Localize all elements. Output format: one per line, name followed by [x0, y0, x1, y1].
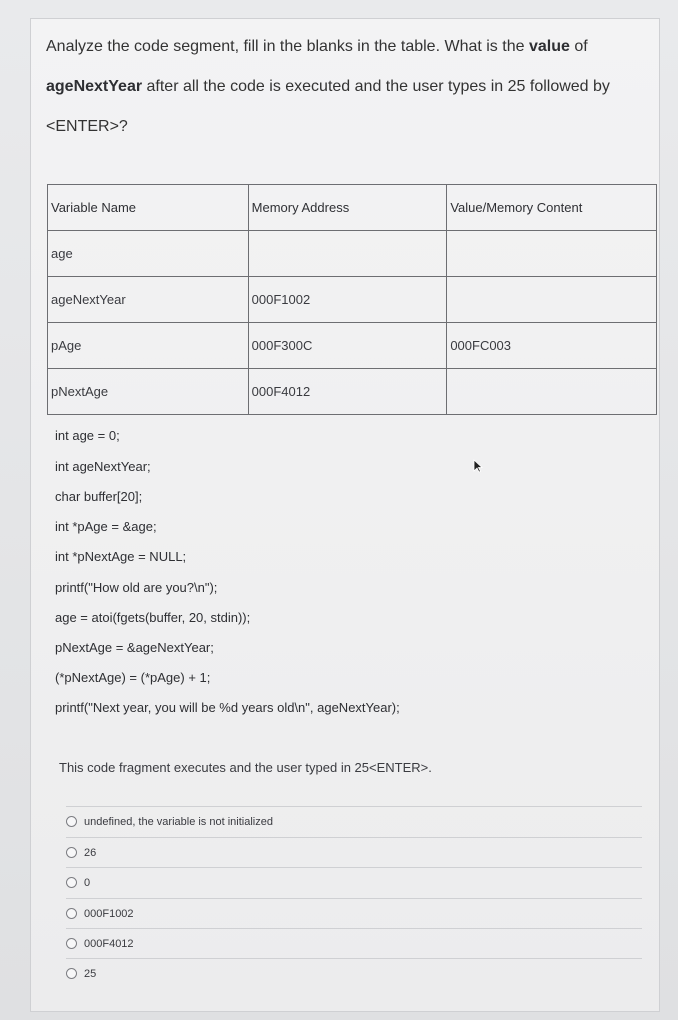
cell-value: [447, 369, 657, 415]
mouse-cursor-icon: [473, 459, 483, 473]
answer-option[interactable]: [66, 928, 642, 958]
answer-option[interactable]: [66, 958, 642, 988]
code-line: char buffer[20];: [55, 489, 143, 504]
radio-button[interactable]: [66, 968, 77, 979]
radio-button[interactable]: [66, 908, 77, 919]
question-text-end: of: [574, 38, 588, 55]
cell-value: 000FC003: [447, 323, 657, 369]
code-line: (*pNextAge) = (*pAge) + 1;: [55, 670, 211, 685]
answer-option[interactable]: [66, 867, 642, 897]
cell-variable-name: ageNextYear: [48, 277, 249, 323]
header-memory-address: Memory Address: [248, 185, 447, 231]
code-line: int *pAge = &age;: [55, 519, 157, 534]
variable-table: [47, 184, 657, 415]
cell-memory-address: 000F1002: [248, 277, 447, 323]
cell-variable-name: age: [48, 231, 249, 277]
option-label[interactable]: 25: [84, 967, 97, 980]
code-line: int age = 0;: [55, 428, 120, 443]
question-line-3: [46, 118, 128, 136]
code-line: pNextAge = &ageNextYear;: [55, 640, 214, 655]
radio-button[interactable]: [66, 816, 77, 827]
cell-variable-name: pAge: [48, 323, 249, 369]
code-line: int *pNextAge = NULL;: [55, 549, 187, 564]
table-row: [48, 231, 657, 277]
answer-option[interactable]: [66, 837, 642, 867]
option-label[interactable]: undefined, the variable is not initialized: [84, 815, 273, 828]
table-row: [48, 369, 657, 415]
question-description: This code fragment executes and the user typed in 25<ENTER>.: [59, 760, 432, 775]
question-text: Analyze the code segment, fill in the blanks in the table. What is the: [46, 38, 525, 55]
option-label[interactable]: 0: [84, 876, 91, 889]
radio-button[interactable]: [66, 877, 77, 888]
question-bold-variable: ageNextYear: [46, 78, 143, 95]
answer-option[interactable]: [66, 806, 642, 836]
code-line: int ageNextYear;: [55, 459, 151, 474]
table-header-row: [48, 185, 657, 231]
header-value: Value/Memory Content: [447, 185, 657, 231]
cell-variable-name: pNextAge: [48, 369, 249, 415]
question-text: after all the code is executed and the user types in 25 followed by: [146, 78, 610, 95]
cell-value: [447, 277, 657, 323]
header-variable-name: Variable Name: [48, 185, 249, 231]
option-label[interactable]: 26: [84, 846, 97, 859]
radio-button[interactable]: [66, 847, 77, 858]
option-label[interactable]: 000F1002: [84, 907, 134, 920]
cell-memory-address: 000F300C: [248, 323, 447, 369]
answer-option[interactable]: [66, 898, 642, 928]
option-label[interactable]: 000F4012: [84, 937, 134, 950]
question-line-1: [46, 38, 588, 56]
question-text: <ENTER>?: [46, 118, 128, 135]
cell-memory-address: [248, 231, 447, 277]
table-row: [48, 277, 657, 323]
radio-button[interactable]: [66, 938, 77, 949]
cell-value: [447, 231, 657, 277]
code-line: age = atoi(fgets(buffer, 20, stdin));: [55, 610, 251, 625]
code-line: printf("How old are you?\n");: [55, 580, 218, 595]
question-bold-value: value: [528, 38, 570, 55]
question-line-2: [46, 78, 610, 96]
cell-memory-address: 000F4012: [248, 369, 447, 415]
table-row: [48, 323, 657, 369]
code-line: printf("Next year, you will be %d years old\n", ageNextYear);: [55, 700, 400, 715]
